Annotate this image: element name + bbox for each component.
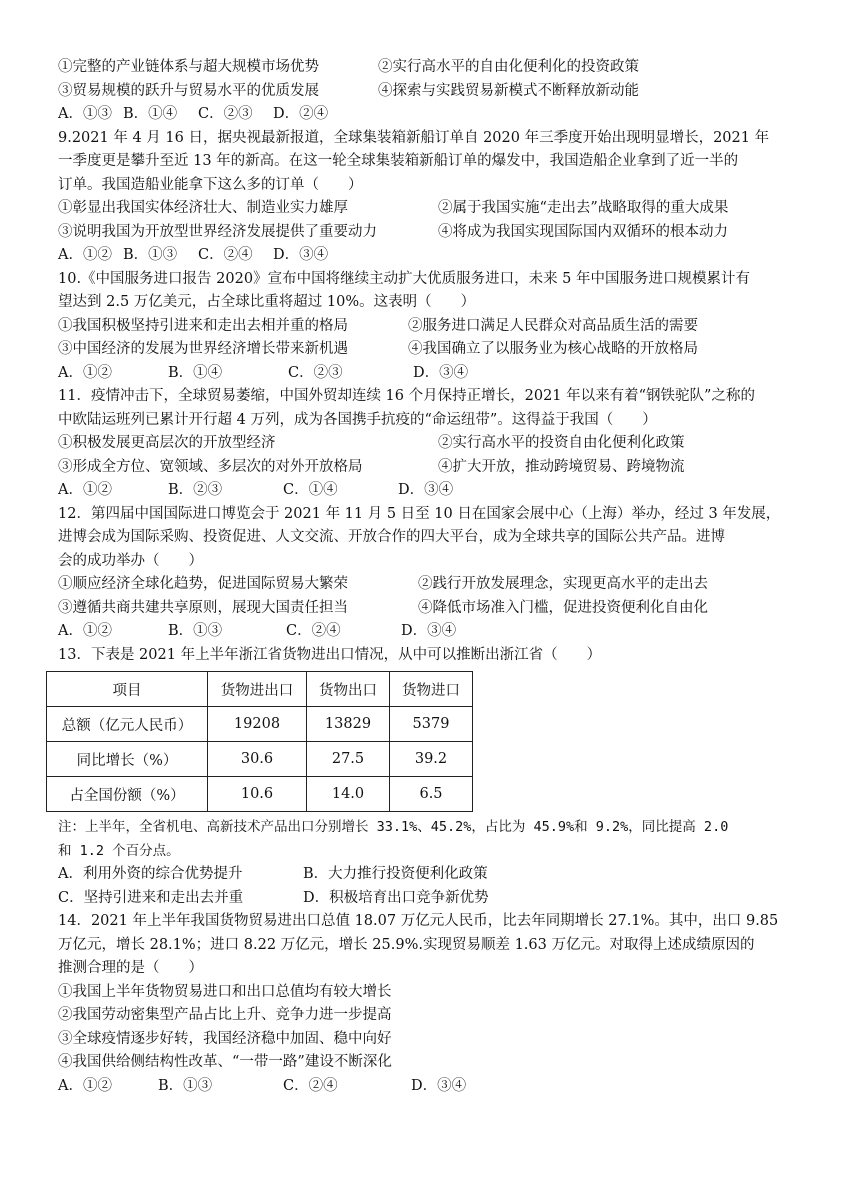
- q10-option-4: ④我国确立了以服务业为核心战略的开放格局: [408, 341, 698, 357]
- q13-note-line-2: 和 1.2 个百分点。: [58, 842, 180, 859]
- q14-stem-line-3: 推测合理的是（ ）: [58, 960, 203, 976]
- q10-answer-d[interactable]: D．③④: [413, 364, 469, 381]
- table-header-cell: 货物进出口: [208, 672, 307, 707]
- q11-answer-a[interactable]: A．①②: [58, 482, 112, 498]
- q11-stem-line-1: 11．疫情冲击下，全球贸易萎缩，中国外贸却连续 16 个月保持正增长，2021 年以来有着“钢铁驼队”之称的: [58, 388, 755, 404]
- q10-answer-a[interactable]: A．①②: [58, 364, 112, 381]
- q9-answer-b[interactable]: B．①③: [123, 247, 178, 263]
- q13-options-row-2: [58, 887, 818, 911]
- q10-option-1: ①我国积极坚持引进来和走出去相并重的格局: [58, 317, 348, 334]
- q13-answer-c[interactable]: C．坚持引进来和走出去并重: [58, 889, 244, 906]
- q13-stem: 13．下表是 2021 年上半年浙江省货物进出口情况，从中可以推断出浙江省（ ）: [58, 646, 602, 663]
- q9-stem-line-1: 9.2021 年 4 月 16 日，据央视最新报道，全球集装箱新船订单自 2020 年三季度开始出现明显增长，2021 年: [58, 129, 770, 146]
- q13-answer-d[interactable]: D．积极培育出口竞争新优势: [303, 889, 489, 906]
- table-cell: 27.5: [307, 742, 390, 777]
- table-header-cell: 货物出口: [307, 672, 390, 707]
- q12-stem-line-2: 进博会成为国际采购、投资促进、人文交流、开放合作的四大平台，成为全球共享的国际公共产品。进博: [58, 529, 725, 545]
- q13-note-line-1: 注：上半年，全省机电、高新技术产品出口分别增长 33.1%、45.2%，占比为 45.9%和 9.2%，同比提高 2.0: [58, 819, 729, 835]
- q12-answer-d[interactable]: D．③④: [401, 623, 457, 639]
- q14-answer-b[interactable]: B．①③: [158, 1077, 213, 1094]
- q11-option-1: ①积极发展更高层次的开放型经济: [58, 435, 276, 451]
- q10-option-3: ③中国经济的发展为世界经济增长带来新机遇: [58, 341, 348, 357]
- q11-answer-c[interactable]: C．①④: [283, 482, 338, 498]
- q10-options-row-1: [58, 315, 818, 339]
- q12-stem-line-3: 会的成功举办（ ）: [58, 552, 203, 569]
- q9-answers: [58, 244, 818, 268]
- table-header-cell: 项目: [47, 672, 208, 707]
- q9-option-3: ③说明我国为开放型世界经济发展提供了重要动力: [58, 223, 377, 240]
- q12-stem-line-1: 12．第四届中国国际进口博览会于 2021 年 11 月 5 日至 10 日在国家会展中心（上海）举办，经过 3 年发展，: [58, 505, 781, 522]
- q13-options-row-1: [58, 863, 818, 887]
- q11-answer-d[interactable]: D．③④: [398, 482, 454, 498]
- q13-answer-a[interactable]: A．利用外资的综合优势提升: [58, 866, 243, 882]
- q8-answer-d[interactable]: D．②④: [273, 106, 329, 122]
- q10-stem-line-2: 望达到 2.5 万亿美元，占全球比重将超过 10%。这表明（ ）: [58, 294, 476, 310]
- q12-option-2: ②践行开放发展理念，实现更高水平的走出去: [418, 576, 708, 592]
- q10-stem-line-1: 10.《中国服务进口报告 2020》宣布中国将继续主动扩大优质服务进口，未来 5 年中国服务进口规模累计有: [58, 270, 751, 287]
- q8-answer-b[interactable]: B．①④: [123, 106, 178, 122]
- q8-option-4: ④探索与实践贸易新模式不断释放新动能: [378, 82, 639, 99]
- q14-answer-d[interactable]: D．③④: [411, 1077, 467, 1094]
- q13-trade-table: [46, 671, 473, 812]
- table-cell: 19208: [208, 707, 307, 742]
- q9-option-1: ①彰显出我国实体经济壮大、制造业实力雄厚: [58, 200, 348, 216]
- table-cell: 6.5: [390, 777, 473, 812]
- q12-option-1: ①顺应经济全球化趋势，促进国际贸易大繁荣: [58, 576, 348, 592]
- q8-answer-c[interactable]: C．②③: [198, 106, 253, 122]
- q10-answer-c[interactable]: C．②③: [288, 364, 343, 381]
- q14-answers: [58, 1075, 818, 1099]
- q13-answer-b[interactable]: B．大力推行投资便利化政策: [303, 866, 488, 882]
- table-row: [47, 742, 473, 777]
- table-row: [47, 707, 473, 742]
- q12-options-row-2: [58, 597, 818, 621]
- q11-stem-line-2: 中欧陆运班列已累计开行超 4 万列，成为各国携手抗疫的“命运纽带”。这得益于我国（ ）: [58, 411, 657, 428]
- q12-answer-c[interactable]: C．②④: [286, 623, 341, 639]
- table-cell: 占全国份额（%）: [47, 777, 208, 812]
- q9-answer-a[interactable]: A．①②: [58, 247, 112, 263]
- q12-option-4: ④降低市场准入门槛，促进投资便利化自由化: [418, 599, 708, 616]
- table-cell: 13829: [307, 707, 390, 742]
- q9-options-row-2: [58, 221, 818, 245]
- q14-option-1: ①我国上半年货物贸易进口和出口总值均有较大增长: [58, 983, 392, 1000]
- q10-option-2: ②服务进口满足人民群众对高品质生活的需要: [408, 317, 698, 334]
- q9-answer-c[interactable]: C．②④: [198, 247, 253, 263]
- q9-stem-line-2: 一季度更是攀升至近 13 年的新高。在这一轮全球集装箱新船订单的爆发中，我国造船企业拿到了近一半的: [58, 153, 739, 169]
- table-cell: 39.2: [390, 742, 473, 777]
- q8-option-1: ①完整的产业链体系与超大规模市场优势: [58, 59, 319, 75]
- table-cell: 总额（亿元人民币）: [47, 707, 208, 742]
- q8-answer-a[interactable]: A．①③: [58, 106, 112, 122]
- q12-answer-b[interactable]: B．①③: [168, 623, 223, 639]
- exam-page: [58, 56, 818, 1098]
- table-cell: 同比增长（%）: [47, 742, 208, 777]
- q9-stem-line-3: 订单。我国造船业能拿下这么多的订单（ ）: [58, 176, 363, 193]
- q11-answers: [58, 479, 818, 503]
- q9-answer-d[interactable]: D．③④: [273, 247, 329, 263]
- table-cell: 14.0: [307, 777, 390, 812]
- table-cell: 5379: [390, 707, 473, 742]
- q8-options-row-1: [58, 56, 818, 80]
- q8-answers: [58, 103, 818, 127]
- table-header-row: [47, 672, 473, 707]
- q14-answer-c[interactable]: C．②④: [283, 1077, 338, 1094]
- q11-option-2: ②实行高水平的投资自由化便利化政策: [438, 435, 685, 451]
- q9-options-row-1: [58, 197, 818, 221]
- q14-option-3: ③全球疫情逐步好转，我国经济稳中加固、稳中向好: [58, 1030, 392, 1047]
- q11-answer-b[interactable]: B．②③: [168, 482, 223, 498]
- q11-options-row-2: [58, 456, 818, 480]
- q11-options-row-1: [58, 432, 818, 456]
- q14-option-4: ④我国供给侧结构性改革、“一带一路”建设不断深化: [58, 1054, 392, 1070]
- q14-stem-line-2: 万亿元，增长 28.1%；进口 8.22 万亿元，增长 25.9%.实现贸易顺差 1.63 万亿元。对取得上述成绩原因的: [58, 936, 755, 953]
- table-header-cell: 货物进口: [390, 672, 473, 707]
- q10-answer-b[interactable]: B．①④: [168, 364, 223, 381]
- q9-option-4: ④将成为我国实现国际国内双循环的根本动力: [438, 223, 728, 240]
- q9-option-2: ②属于我国实施“走出去”战略取得的重大成果: [438, 200, 729, 216]
- q8-option-2: ②实行高水平的自由化便利化的投资政策: [378, 59, 639, 75]
- q8-options-row-2: [58, 80, 818, 104]
- table-cell: 10.6: [208, 777, 307, 812]
- q12-option-3: ③遵循共商共建共享原则，展现大国责任担当: [58, 599, 348, 616]
- q12-answers: [58, 620, 818, 644]
- q10-answers: [58, 362, 818, 386]
- q11-option-4: ④扩大开放，推动跨境贸易、跨境物流: [438, 458, 685, 475]
- q11-option-3: ③形成全方位、宽领域、多层次的对外开放格局: [58, 458, 363, 475]
- table-row: [47, 777, 473, 812]
- q10-options-row-2: [58, 338, 818, 362]
- table-cell: 30.6: [208, 742, 307, 777]
- q12-options-row-1: [58, 573, 818, 597]
- q14-stem-line-1: 14．2021 年上半年我国货物贸易进出口总值 18.07 万亿元人民币，比去年同期增长 27.1%。其中，出口 9.85: [58, 913, 779, 929]
- q12-answer-a[interactable]: A．①②: [58, 623, 112, 639]
- q8-option-3: ③贸易规模的跃升与贸易水平的优质发展: [58, 82, 319, 99]
- q14-option-2: ②我国劳动密集型产品占比上升、竞争力进一步提高: [58, 1007, 392, 1023]
- q14-answer-a[interactable]: A．①②: [58, 1077, 112, 1094]
